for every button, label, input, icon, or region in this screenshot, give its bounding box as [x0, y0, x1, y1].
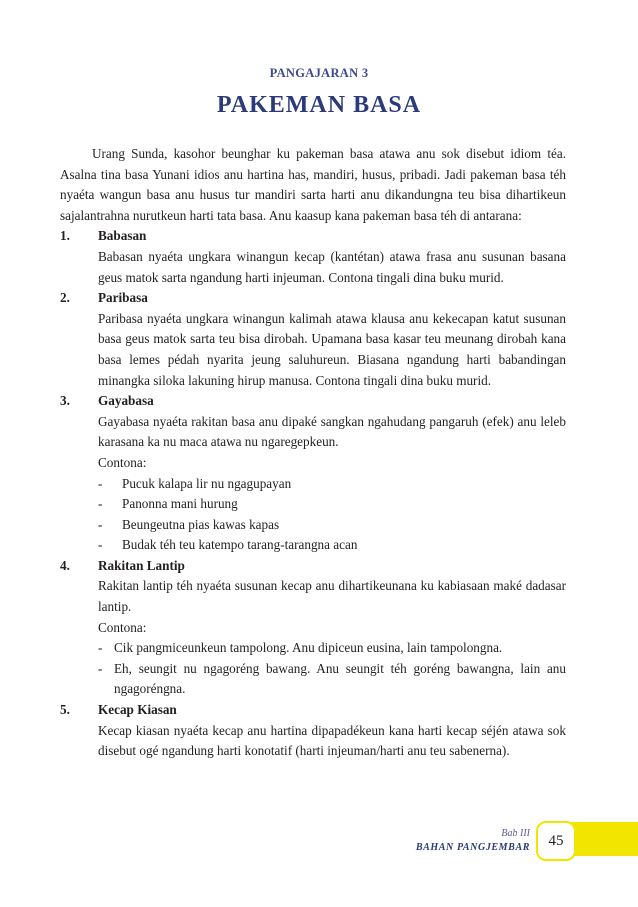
item-number: 5. — [60, 702, 70, 718]
example-item: - Panonna mani hurung — [98, 496, 238, 512]
intro-paragraph: Urang Sunda, kasohor beunghar ku pakeman basa atawa anu sok disebut idiom téa. Asalna tina basa Yunani idios anu hartina has, mandiri, husus, pribadi. Jadi pakeman basa téh nyaéta wangun basa anu husus tur mandiri sarta harti anu dikandungna teu bisa dihartikeun sajalantrahna nurutkeun harti tata basa. Anu kaasup kana pakeman basa téh di antarana: — [60, 146, 566, 223]
example-list — [98, 474, 566, 556]
example-label: Contona: — [98, 454, 147, 470]
item-description: Babasan nyaéta ungkara winangun kecap (kantétan) atawa frasa anu susunan basana geus matok sarta ngandung harti injeuman. Contona tingali dina buku murid. — [98, 248, 566, 285]
example-item: - Eh, seungit nu ngagoréng bawang. Anu seungit téh goréng bawangna, lain anu ngagoréngna. — [98, 660, 566, 697]
example-item: - Beungeutna pias kawas kapas — [98, 516, 280, 532]
example-item: - Budak téh teu katempo tarang-tarangna acan — [98, 537, 358, 553]
example-label: Contona: — [98, 619, 147, 635]
item-number: 3. — [60, 393, 70, 409]
list-item-babasan — [60, 226, 566, 288]
item-number: 2. — [60, 290, 70, 306]
list-item-gayabasa — [60, 391, 566, 556]
footer-section: BAHAN PANGJEMBAR — [415, 842, 530, 853]
item-title: Gayabasa — [98, 393, 154, 409]
example-item: - Pucuk kalapa lir nu ngagupayan — [98, 475, 292, 491]
item-number: 4. — [60, 557, 70, 573]
example-list — [98, 638, 566, 700]
footer-chapter: Bab III — [501, 828, 530, 839]
page-number: 45 — [536, 821, 576, 861]
item-number: 1. — [60, 228, 70, 244]
page-title: PAKEMAN BASA — [216, 92, 422, 118]
item-title: Paribasa — [98, 290, 148, 306]
example-item: - Cik pangmiceunkeun tampolong. Anu dipiceun eusina, lain tampolongna. — [98, 640, 503, 656]
list-item-kecap-kiasan — [60, 700, 566, 762]
item-title: Babasan — [98, 228, 147, 244]
chapter-kicker: PANGAJARAN 3 — [269, 66, 369, 80]
list-item-rakitan-lantip — [60, 556, 566, 700]
item-description: Paribasa nyaéta ungkara winangun kalimah atawa klausa anu kekecapan katut susunan basa geus matok sarta teu bisa dirobah. Upamana basa kasar teu meunang dirobah kana basa lemes pédah nyarita jeung saluhureun. Biasana ngandung harti babandingan minangka siloka lakuning hirup manusa. Contona tingali dina buku murid. — [98, 310, 566, 388]
item-description: Rakitan lantip téh nyaéta susunan kecap anu dihartikeunana ku kabiasaan maké dadasar lantip. — [98, 578, 566, 615]
main-content — [60, 144, 566, 762]
item-title: Kecap Kiasan — [98, 702, 177, 718]
item-title: Rakitan Lantip — [98, 557, 185, 573]
pakeman-list — [60, 226, 566, 761]
item-description: Kecap kiasan nyaéta kecap anu hartina dipapadékeun kana harti kecap séjén atawa sok disebut ogé ngandung harti konotatif (harti injeuman/harti anu teu sabenerna). — [98, 722, 566, 759]
item-description: Gayabasa nyaéta rakitan basa anu dipaké sangkan ngahudang pangaruh (efek) anu leleb karasana ka nu maca atawa nu ngaregepkeun. — [98, 413, 566, 450]
list-item-paribasa — [60, 288, 566, 391]
